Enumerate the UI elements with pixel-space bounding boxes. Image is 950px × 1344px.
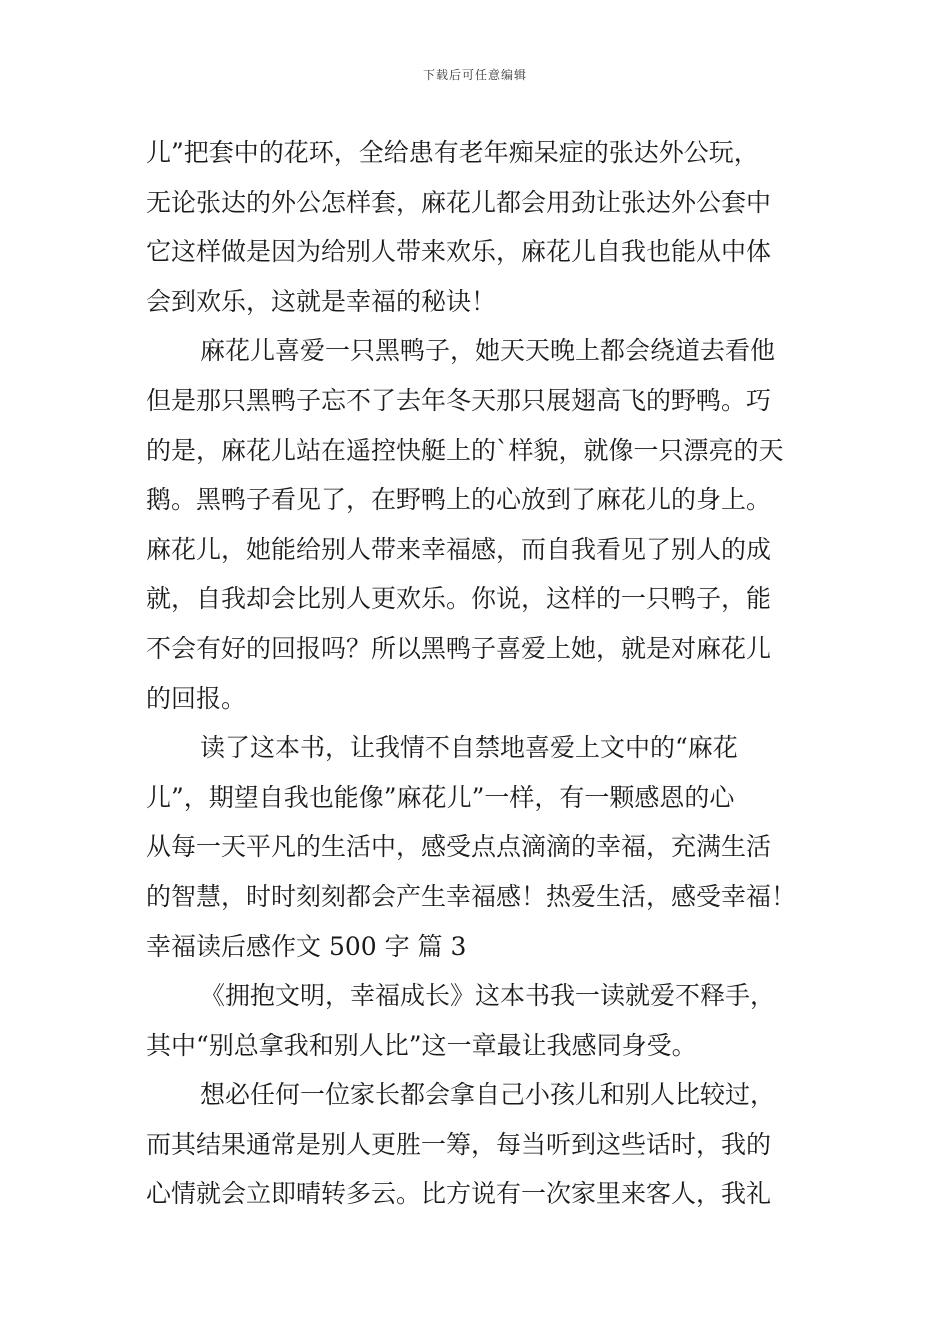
text-line: 从每一天平凡的生活中，感受点点滴滴的幸福，充满生活 — [146, 832, 772, 862]
text-line: 而其结果通常是别人更胜一筹，每当听到这些话时，我的 — [146, 1129, 772, 1159]
text-line: 的智慧，时时刻刻都会产生幸福感！热爱生活，感受幸福！ — [146, 881, 797, 911]
text-line: 不会有好的回报吗？所以黑鸭子喜爱上她，就是对麻花儿 — [146, 633, 772, 663]
text-line: 会到欢乐，这就是幸福的秘诀！ — [146, 286, 497, 316]
text-line: 儿”，期望自我也能像”麻花儿”一样，有一颗感恩的心 — [146, 782, 735, 812]
paragraph-start-line: 读了这本书，让我情不自禁地喜爱上文中的“麻花 — [200, 733, 738, 763]
paragraph-start-line: 想必任何一位家长都会拿自己小孩儿和别人比较过， — [200, 1080, 776, 1110]
text-line: 鹅。黑鸭子看见了，在野鸭上的心放到了麻花儿的身上。 — [146, 485, 772, 515]
text-line: 麻花儿，她能给别人带来幸福感，而自我看见了别人的成 — [146, 534, 772, 564]
text-line: 心情就会立即晴转多云。比方说有一次家里来客人，我礼 — [146, 1179, 772, 1209]
text-line: 的是，麻花儿站在遥控快艇上的`样貌，就像一只漂亮的天 — [146, 435, 784, 465]
text-line: 就，自我却会比别人更欢乐。你说，这样的一只鸭子，能 — [146, 584, 772, 614]
document-body — [146, 128, 816, 1219]
text-line: 但是那只黑鸭子忘不了去年冬天那只展翅高飞的野鸭。巧 — [146, 385, 772, 415]
text-line: 无论张达的外公怎样套，麻花儿都会用劲让张达外公套中 — [146, 187, 772, 217]
paragraph-start-line: 麻花儿喜爱一只黑鸭子，她天天晚上都会绕道去看他 — [200, 336, 776, 366]
paragraph-start-line: 《拥抱文明，幸福成长》这本书我一读就爱不释手， — [200, 981, 776, 1011]
text-line: 它这样做是因为给别人带来欢乐，麻花儿自我也能从中体 — [146, 237, 772, 267]
text-line: 儿”把套中的花环，全给患有老年痴呆症的张达外公玩， — [146, 138, 759, 167]
text-line: 其中“别总拿我和别人比”这一章最让我感同身受。 — [146, 1030, 697, 1060]
text-line: 的回报。 — [146, 683, 247, 713]
section-heading: 幸福读后感作文 500 字 篇 3 — [146, 931, 467, 961]
header-note: 下载后可任意编辑 — [422, 68, 527, 82]
